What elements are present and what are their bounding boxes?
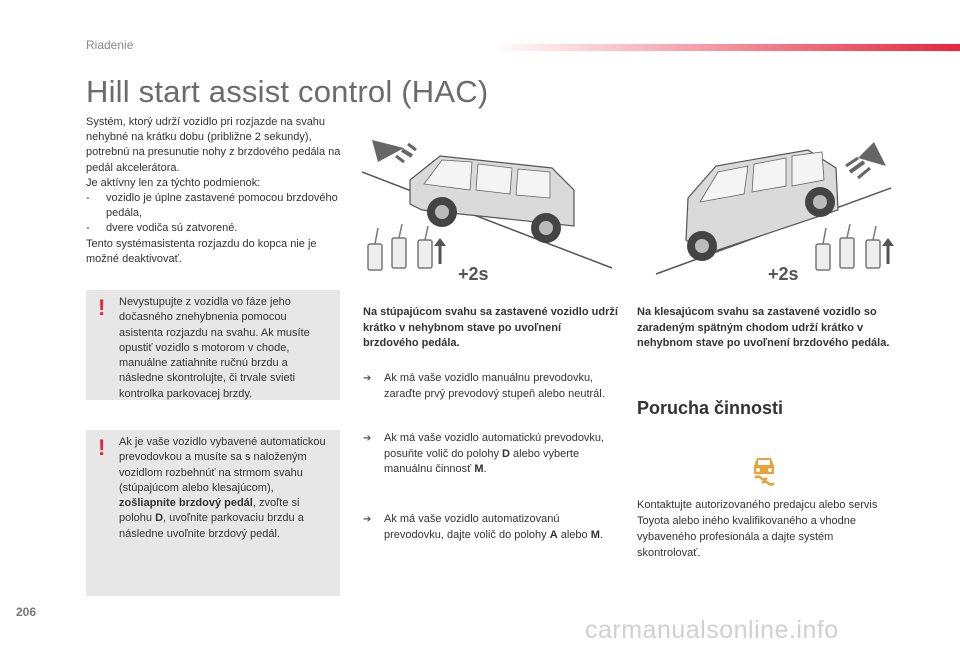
uphill-arrow-icon — [846, 142, 886, 178]
bullet-text — [384, 431, 614, 478]
timer-label: +2s — [768, 264, 799, 284]
malfunction-text: Kontaktujte autorizovaného predajcu alebo servis Toyota alebo iného kvalifikovaného a vhodne vybaveného profesionála a dajte systém skontrolovať. — [637, 499, 878, 559]
warning-text-bold: zošliapnite brzdový pedál — [119, 497, 253, 510]
page-title: Hill start assist control (HAC) — [86, 74, 489, 109]
warning-icon: ! — [98, 435, 106, 460]
arrow-bullet-icon: ➔ — [363, 514, 372, 525]
bullet-text: Ak má vaše vozidlo manuálnu prevodovku, zaraďte prvý prevodový stupeň alebo neutrál. — [384, 372, 605, 400]
intro-conditions-lead: Je aktívny len za týchto podmienok: — [86, 176, 261, 189]
list-item — [363, 512, 618, 560]
intro-note: Tento systémasistenta rozjazdu do kopca nie je možné deaktivovať. — [86, 237, 317, 265]
bullet-text-part: Ak má vaše vozidlo automatizovanú prevodovku, dajte volič do polohy — [384, 513, 560, 541]
bullet-text-part: alebo vyberte manuálnu činnosť — [384, 447, 580, 475]
foot-release-arrow-icon — [434, 238, 446, 264]
list-item — [363, 431, 618, 479]
intro-text — [86, 115, 341, 267]
warning-text-part: Ak je vaše vozidlo vybavené automatickou prevodovkou a musíte sa s naloženým vozidlom rozbehnúť na strmom svahu (stúpajúcom alebo klesajúcom), — [119, 436, 326, 494]
bullet-text-part: . — [483, 463, 487, 475]
bullet-text — [384, 512, 614, 543]
bullet-text-bold: A — [549, 528, 558, 541]
warning-text-part: , uvoľnite parkovaciu brzdu a následne uvoľnite brzdový pedál. — [119, 512, 304, 540]
foot-release-arrow-icon — [882, 238, 894, 264]
pedals-icon — [368, 224, 432, 270]
watermark: carmanualsonline.info — [585, 616, 839, 644]
condition-item: - vozidlo je úplne zastavené pomocou brzdového pedála, — [86, 192, 338, 220]
pedals-icon — [816, 224, 880, 270]
uphill-illustration — [362, 128, 622, 288]
bullet-text-bold: D — [502, 447, 510, 460]
van-icon — [686, 150, 838, 261]
uphill-caption: Na stúpajúcom svahu sa zastavené vozidlo udrží krátko v nehybnom stave po uvoľnení brzdového pedála. — [363, 306, 618, 349]
arrow-bullet-icon: ➔ — [363, 433, 372, 444]
warning-text: Nevystupujte z vozidla vo fáze jeho dočasného znehybnenia pomocou asistenta rozjazdu na svahu. Ak musíte opustiť vozidlo s motorom v chode, manuálne zatiahnite ručnú brzdu a následne skontrolujte, či trvale svieti kontrolka parkovacej brzdy. — [119, 296, 310, 400]
bullet-text-bold: M — [474, 463, 484, 475]
warning-text-part: , zvoľte si polohu — [119, 497, 300, 525]
page-number: 206 — [16, 605, 37, 619]
timer-label: +2s — [458, 264, 489, 284]
downhill-illustration — [636, 128, 898, 288]
vehicle-skid-warning-icon — [746, 450, 782, 486]
bullet-text-bold: M — [590, 528, 600, 541]
section-label: Riadenie — [86, 38, 134, 52]
warning-icon: ! — [98, 295, 106, 320]
header-accent-bar — [490, 44, 960, 51]
condition-text: dvere vodiča sú zatvorené. — [106, 222, 238, 235]
list-item — [363, 371, 618, 419]
condition-item: - dvere vodiča sú zatvorené. — [86, 222, 238, 235]
downhill-caption: Na klesajúcom svahu sa zastavené vozidlo so zaradeným spätným chodom udrží krátko v nehybnom stave po uvoľnení brzdového pedála. — [637, 306, 890, 349]
arrow-bullet-icon: ➔ — [363, 373, 372, 384]
bullet-text-part: Ak má vaše vozidlo automatickú prevodovku, posuňte volič do polohy — [384, 432, 605, 460]
uphill-arrow-icon — [372, 140, 416, 162]
malfunction-heading: Porucha činnosti — [637, 398, 784, 418]
van-icon — [410, 156, 574, 243]
bullet-text-part: . — [599, 528, 603, 541]
warning-text — [119, 435, 329, 542]
warning-box — [86, 430, 340, 596]
warning-box — [86, 290, 340, 400]
intro-paragraph: Systém, ktorý udrží vozidlo pri rozjazde na svahu nehybné na krátku dobu (približne 2 sekundy), potrebnú na presunutie nohy z brzdového pedála na pedál akcelerátora. — [86, 116, 341, 174]
bullet-text-part: alebo — [557, 528, 591, 541]
warning-text-bold: D — [155, 512, 164, 525]
condition-text: vozidlo je úplne zastavené pomocou brzdového pedála, — [106, 192, 338, 220]
